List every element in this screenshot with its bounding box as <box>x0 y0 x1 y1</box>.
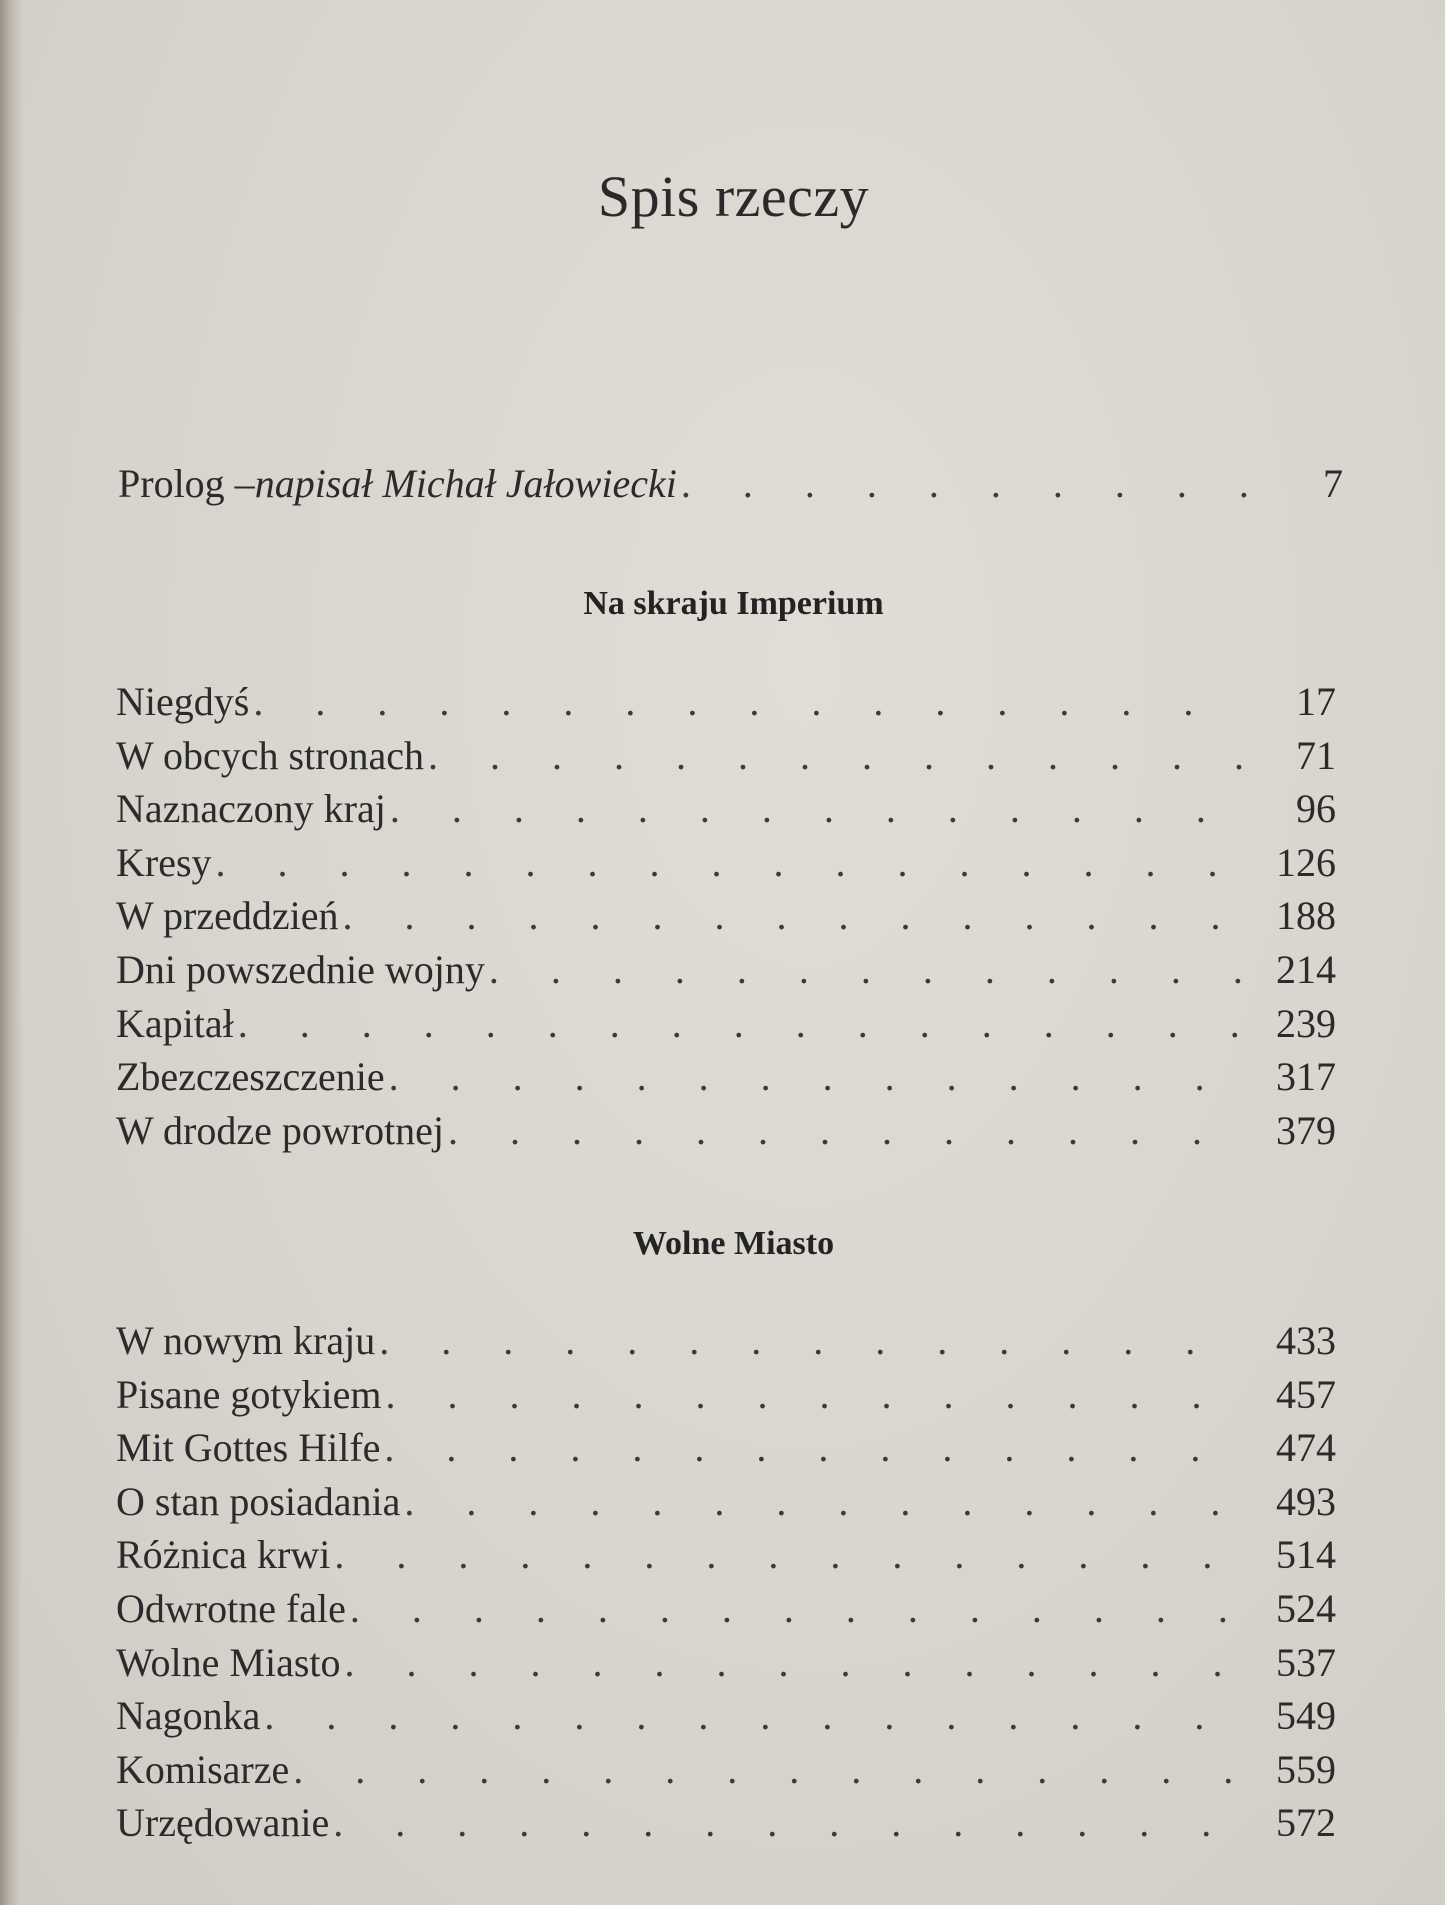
dot-leader <box>448 1104 1246 1158</box>
dot-leader <box>333 1796 1246 1850</box>
toc-entry <box>116 782 1336 836</box>
toc-entry <box>116 1104 1336 1158</box>
toc-page-number: 379 <box>1276 1107 1336 1153</box>
toc-entry-title: Odwrotne fale <box>116 1585 346 1631</box>
toc-page-number: 514 <box>1276 1532 1336 1578</box>
toc-entry <box>116 729 1336 783</box>
toc-page-number: 559 <box>1276 1746 1336 1792</box>
dot-leader <box>350 1582 1246 1636</box>
toc-page-number: 457 <box>1276 1371 1336 1417</box>
toc-page-number: 214 <box>1276 946 1336 992</box>
toc-page-number: 126 <box>1276 839 1336 885</box>
toc-page-number: 549 <box>1276 1693 1336 1739</box>
toc-entry <box>116 997 1336 1051</box>
dot-leader <box>342 889 1246 943</box>
toc-page-number: 524 <box>1276 1585 1336 1631</box>
toc-page-number: 474 <box>1276 1425 1336 1471</box>
toc-entry-title: O stan posiadania <box>116 1478 401 1524</box>
toc-entry <box>116 1475 1336 1529</box>
toc-entry-title: Kresy <box>116 839 212 885</box>
toc-entry-title: Kapitał <box>116 1000 234 1046</box>
toc-entry-title: Niegdyś <box>116 679 250 724</box>
dot-leader <box>489 943 1246 997</box>
toc-entry-title: Pisane gotykiem <box>116 1371 382 1417</box>
toc-entry <box>116 1314 1336 1368</box>
dot-leader <box>390 782 1246 836</box>
toc-entry-title: Mit Gottes Hilfe <box>116 1425 381 1471</box>
dot-leader <box>428 729 1246 783</box>
toc-entry-prolog <box>118 456 1343 512</box>
toc-page-number: 188 <box>1276 893 1336 939</box>
toc-entry-title: W drodze powrotnej <box>116 1107 445 1153</box>
toc-list-section-2 <box>116 1314 1336 1850</box>
dot-leader <box>264 1689 1246 1743</box>
section-heading-2: Wolne Miasto <box>632 1225 835 1262</box>
dot-leader <box>681 456 1253 512</box>
toc-page-number: 17 <box>1296 679 1336 724</box>
dot-leader <box>345 1636 1246 1690</box>
toc-entry <box>116 1421 1336 1475</box>
toc-entry <box>116 675 1336 729</box>
toc-entry <box>116 1689 1336 1743</box>
toc-entry <box>116 943 1336 997</box>
toc-entry <box>116 1796 1336 1850</box>
toc-entry-title: W przeddzień <box>116 893 339 939</box>
toc-page-number: 433 <box>1276 1318 1336 1363</box>
toc-entry-title: Zbezczeszczenie <box>116 1054 385 1100</box>
dot-leader <box>293 1743 1246 1797</box>
book-gutter-shadow <box>0 0 22 1905</box>
toc-entry-title: Naznaczony kraj <box>116 786 386 832</box>
book-page <box>22 0 1445 1905</box>
dot-leader <box>404 1475 1246 1529</box>
toc-entry <box>116 1368 1336 1422</box>
dot-leader <box>253 675 1246 729</box>
toc-page-number: 537 <box>1276 1639 1336 1685</box>
toc-entry <box>116 1582 1336 1636</box>
prolog-author: napisał Michał Jałowiecki <box>254 461 677 506</box>
toc-entry-title: W nowym kraju <box>116 1318 376 1363</box>
toc-entry-title: Nagonka <box>116 1693 261 1739</box>
toc-entry-title: Wolne Miasto <box>116 1639 341 1685</box>
toc-list-section-1 <box>116 675 1336 1157</box>
toc-entry-title: Dni powszednie wojny <box>116 946 485 992</box>
toc-page-number: 7 <box>1323 461 1343 506</box>
section-heading-1: Na skraju Imperium <box>583 585 884 622</box>
toc-entry <box>116 1636 1336 1690</box>
toc-entry <box>116 1743 1336 1797</box>
toc-entry-title: W obcych stronach <box>116 732 425 778</box>
toc-entry <box>116 1050 1336 1104</box>
toc-page-number: 572 <box>1276 1800 1336 1846</box>
dot-leader <box>379 1314 1246 1368</box>
toc-page-number: 71 <box>1296 732 1336 778</box>
toc-page-number: 239 <box>1276 1000 1336 1046</box>
dot-leader <box>386 1368 1246 1422</box>
toc-entry <box>116 836 1336 890</box>
toc-entry <box>116 1528 1336 1582</box>
toc-entry <box>116 889 1336 943</box>
dot-leader <box>334 1528 1246 1582</box>
toc-page-number: 493 <box>1276 1478 1336 1524</box>
dot-leader <box>384 1421 1246 1475</box>
page-title: Spis rzeczy <box>597 164 870 229</box>
dot-leader <box>216 836 1246 890</box>
toc-entry-title: Różnica krwi <box>116 1532 331 1578</box>
dot-leader <box>389 1050 1246 1104</box>
dot-leader <box>238 997 1246 1051</box>
toc-entry-title: Urzędowanie <box>116 1800 330 1846</box>
toc-page-number: 317 <box>1276 1054 1336 1100</box>
toc-entry-title: Komisarze <box>116 1746 290 1792</box>
toc-page-number: 96 <box>1296 786 1336 832</box>
prolog-label: Prolog – <box>118 461 255 506</box>
